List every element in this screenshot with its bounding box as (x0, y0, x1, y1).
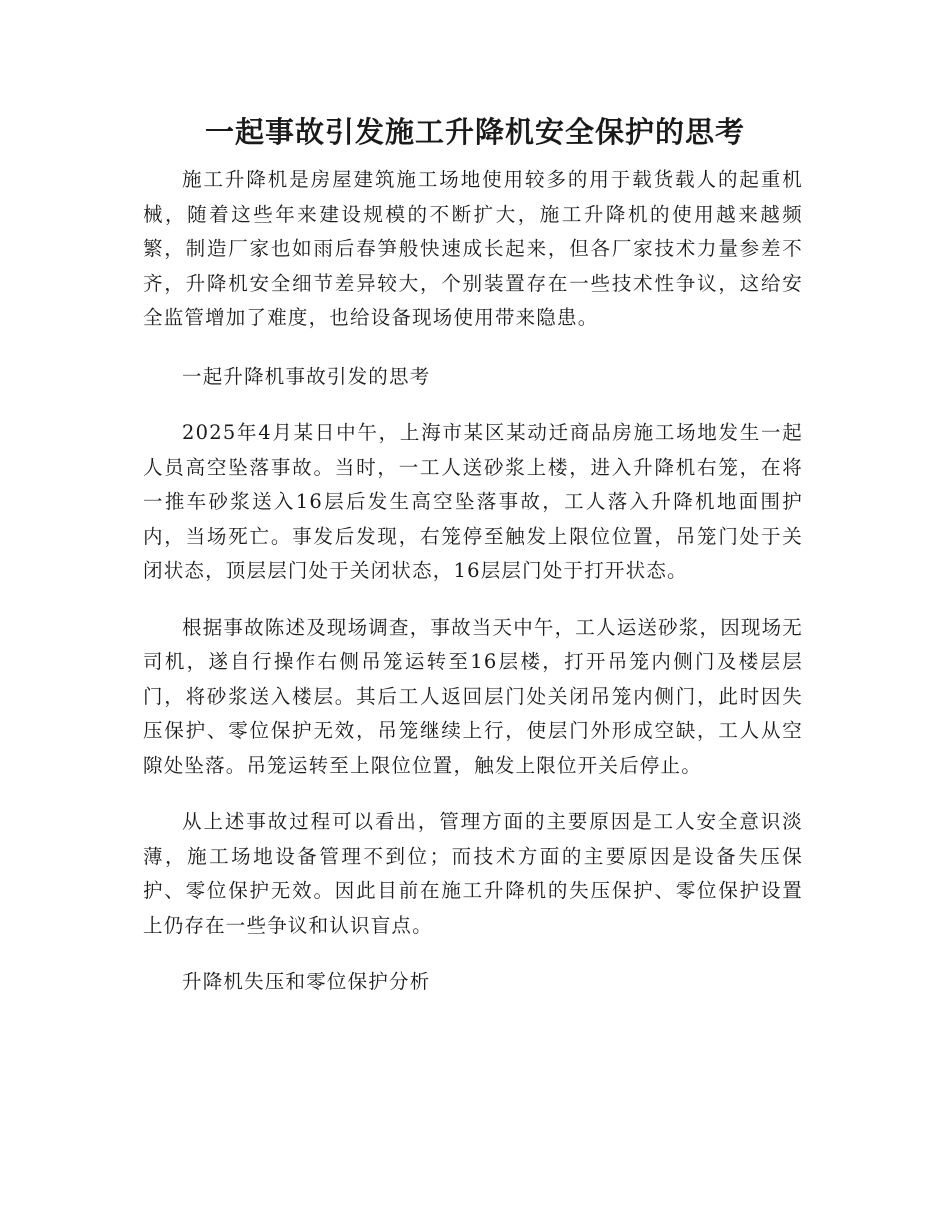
paragraph-accident-description: 2025年4月某日中午，上海市某区某动迁商品房施工场地发生一起人员高空坠落事故。当时，一工人送砂浆上楼，进入升降机右笼，在将一推车砂浆送入16层后发生高空坠落事故，工人落入升降机地面围护内，当场死亡。事发后发现，右笼停至触发上限位位置，吊笼门处于关闭状态，顶层层门处于关闭状态，16层层门处于打开状态。 (143, 421, 803, 582)
paragraph-investigation: 根据事故陈述及现场调查，事故当天中午，工人运送砂浆，因现场无司机，遂自行操作右侧吊笼运转至16层楼，打开吊笼内侧门及楼层层门，将砂浆送入楼层。其后工人返回层门处关闭吊笼内侧门，此时因失压保护、零位保护无效，吊笼继续上行，使层门外形成空缺，工人从空隙处坠落。吊笼运转至上限位位置，触发上限位开关后停止。 (143, 615, 804, 777)
section-heading-protection-analysis: 升降机失压和零位保护分析 (182, 970, 431, 993)
document-title: 一起事故引发施工升降机安全保护的思考 (204, 115, 745, 149)
section-heading-accident: 一起升降机事故引发的思考 (182, 364, 431, 388)
paragraph-intro: 施工升降机是房屋建筑施工场地使用较多的用于载货载人的起重机械，随着这些年来建设规模的不断扩大，施工升降机的使用越来越频繁，制造厂家也如雨后春笋般快速成长起来，但各厂家技术力量参差不齐，升降机安全细节差异较大，个别装置存在一些技术性争议，这给安全监管增加了难度，也给设备现场使用带来隐患。 (143, 168, 803, 329)
document-body (143, 163, 803, 1022)
paragraph-cause-analysis: 从上述事故过程可以看出，管理方面的主要原因是工人安全意识淡薄，施工场地设备管理不到位；而技术方面的主要原因是设备失压保护、零位保护无效。因此目前在施工升降机的失压保护、零位保护设置上仍存在一些争议和认识盲点。 (143, 810, 803, 937)
